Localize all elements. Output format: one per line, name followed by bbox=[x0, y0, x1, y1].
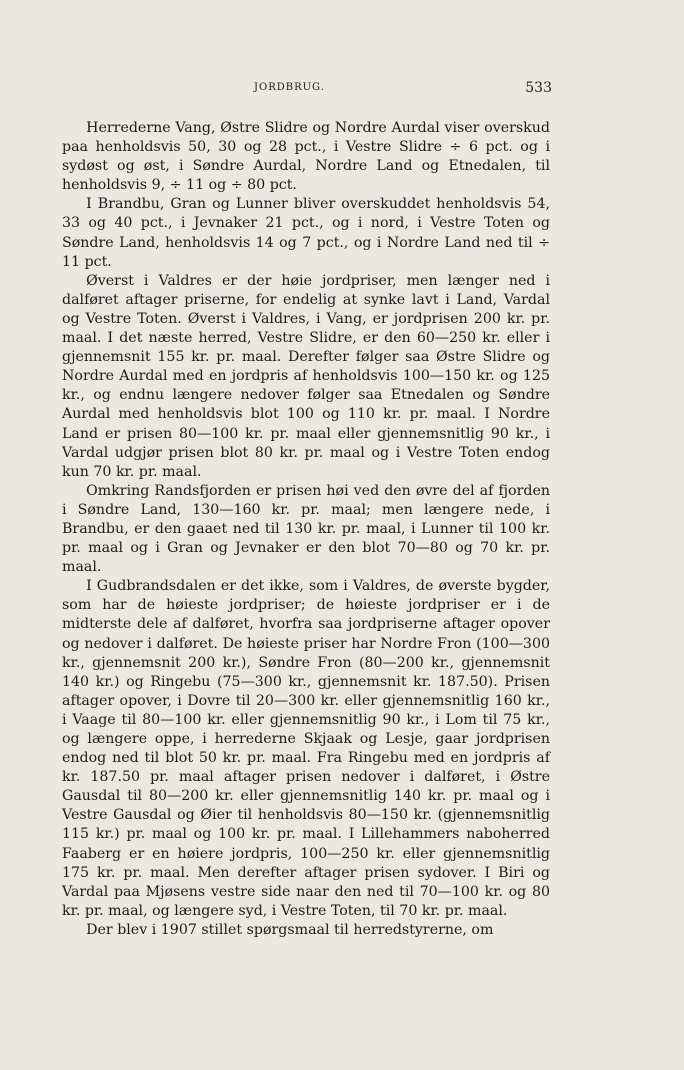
paragraph: Herrederne Vang, Østre Slidre og Nordre Aurdal viser overskud paa henholdsvis 50, 30 og 28 pct., i Vestre Slidre ÷ 6 pct. og i sydøst og øst, i Søndre Aurdal, Nordre Land og Etnedalen, til henholdsvis 9, ÷ 11 og ÷ 80 pct. bbox=[62, 120, 550, 194]
paragraph: Øverst i Valdres er der høie jordpriser, men længer ned i dalføret aftager priserne, for endelig at synke lavt i Land, Vardal og Vestre Toten. Øverst i Valdres, i Vang, er jordprisen 200 kr. pr. maal. I det næste herred, Vestre Slidre, er den 60—250 kr. eller i gjennemsnit 155 kr. pr. maal. Derefter følger saa Østre Slidre og Nordre Aurdal med en jordpris af henholdsvis 100—150 kr. og 125 kr., og endnu længere nedover følger saa Etnedalen og Søndre Aurdal med henholdsvis blot 100 og 110 kr. pr. maal. I Nordre Land er prisen 80—100 kr. pr. maal eller gjennemsnitlig 90 kr., i Vardal udgjør prisen blot 80 kr. pr. maal og i Vestre Toten endog kun 70 kr. pr. maal. bbox=[62, 272, 550, 480]
paragraph: I Gudbrandsdalen er det ikke, som i Valdres, de øverste bygder, som har de høieste jordpriser; de høieste jordpriser er i de midterste dele af dalføret, hvorfra saa jordpriserne aftager opover og nedover i dalføret. De høieste priser har Nordre Fron (100—300 kr., gjennemsnit 200 kr.), Søndre Fron (80—200 kr., gjennemsnit 140 kr.) og Ringebu (75—300 kr., gjennemsnit kr. 187.50). Prisen aftager opover, i Dovre til 20—300 kr. eller gjennemsnitlig 160 kr., i Vaage til 80—100 kr. eller gjennemsnitlig 90 kr., i Lom til 75 kr., og længere oppe, i herrederne Skjaak og Lesje, gaar jordprisen endog ned til blot 50 kr. pr. maal. Fra Ringebu med en jordpris af kr. 187.50 pr. maal aftager prisen nedover i dalføret, i Østre Gausdal til 80—200 kr. eller gjennemsnitlig 140 kr. pr. maal og i Vestre Gausdal og Øier til henholdsvis 80—150 kr. (gjennemsnitlig 115 kr.) pr. maal og 100 kr. pr. maal. I Lillehammers naboherred Faaberg er en høiere jordpris, 100—250 kr. eller gjennemsnitlig 175 kr. pr. maal. Men derefter aftager prisen sydover. I Biri og Vardal paa Mjøsens vestre side naar den ned til 70—100 kr. og 80 kr. pr. maal, og længere syd, i Vestre Toten, til 70 kr. pr. maal. bbox=[62, 578, 550, 919]
body-text bbox=[62, 119, 550, 940]
page-number: 533 bbox=[525, 80, 552, 96]
running-header bbox=[62, 80, 552, 100]
paragraph: I Brandbu, Gran og Lunner bliver overskuddet henholdsvis 54, 33 og 40 pct., i Jevnaker 21 pct., og i nord, i Vestre Toten og Søndre Land, henholdsvis 14 og 7 pct., og i Nordre Land ned til ÷ 11 pct. bbox=[62, 196, 550, 270]
running-title: JORDBRUG. bbox=[254, 82, 325, 93]
paragraph: Omkring Randsfjorden er prisen høi ved den øvre del af fjorden i Søndre Land, 130—160 kr. pr. maal; men længere nede, i Brandbu, er den gaaet ned til 130 kr. pr. maal, i Lunner til 100 kr. pr. maal og i Gran og Jevnaker er den blot 70—80 og 70 kr. pr. maal. bbox=[62, 482, 550, 576]
paragraph: Der blev i 1907 stillet spørgsmaal til herredstyrerne, om bbox=[86, 921, 494, 938]
